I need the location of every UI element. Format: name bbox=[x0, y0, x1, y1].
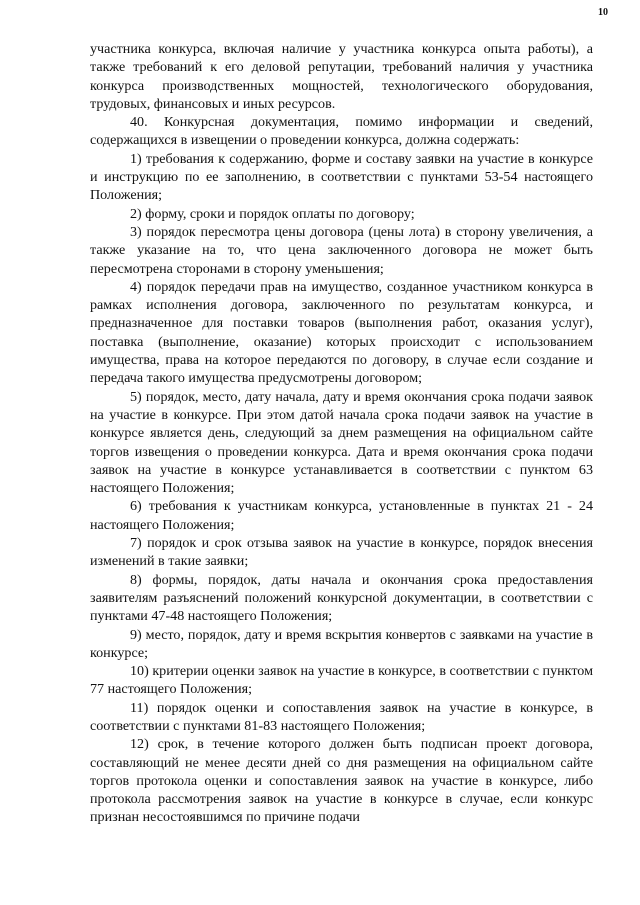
list-item-5: 5) порядок, место, дату начала, дату и время окончания срока подачи заявок на участие в конкурсе. При этом датой начала срока подачи заявок на участие в конкурсе является день, следующий за днем размещения на официальном сайте торгов извещения о проведении конкурса. Дата и время окончания срока подачи заявок на участие в конкурсе устанавливается в соответствии с пунктом 63 настоящего Положения; bbox=[90, 388, 593, 497]
list-item-4: 4) порядок передачи прав на имущество, созданное участником конкурса в рамках исполнения договора, заключенного по результатам конкурса, и предназначенное для поставки товаров (выполнения работ, оказания услуг), поставка (выполнение, оказание) которых происходит с использованием имущества, права на которое передаются по договору, в случае если создание и передача такого имущества предусмотрены договором; bbox=[90, 278, 593, 387]
list-item-10: 10) критерии оценки заявок на участие в конкурсе, в соответствии с пунктом 77 настоящего Положения; bbox=[90, 663, 593, 698]
list-item-8: 8) формы, порядок, даты начала и окончания срока предоставления заявителям разъяснений положений конкурсной документации, в соответствии с пунктами 47-48 настоящего Положения; bbox=[90, 571, 593, 625]
paragraph-continuation: участника конкурса, включая наличие у участника конкурса опыта работы), а также требований к его деловой репутации, требований наличия у участника конкурса производственных мощностей, технологического оборудования, трудовых, финансовых и иных ресурсов. bbox=[90, 41, 593, 112]
list-item-6: 6) требования к участникам конкурса, установленные в пунктах 21 - 24 настоящего Положения; bbox=[90, 498, 593, 533]
list-item-12: 12) срок, в течение которого должен быть подписан проект договора, составляющий не менее десяти дней со дня размещения на официальном сайте торгов протокола оценки и сопоставления заявок на участие в конкурсе, либо протокола рассмотрения заявок на участие в конкурсе в случае, если конкурс признан несостоявшимся по причине подачи bbox=[90, 736, 593, 826]
list-item-11: 11) порядок оценки и сопоставления заявок на участие в конкурсе, в соответствии с пунктами 81-83 настоящего Положения; bbox=[90, 699, 593, 734]
list-item-7: 7) порядок и срок отзыва заявок на участие в конкурсе, порядок внесения изменений в такие заявки; bbox=[90, 535, 593, 570]
page-number: 10 bbox=[598, 7, 608, 18]
list-item-1: 1) требования к содержанию, форме и составу заявки на участие в конкурсе и инструкцию по ее заполнению, в соответствии с пунктами 53-54 настоящего Положения; bbox=[90, 150, 593, 204]
list-item-9: 9) место, порядок, дату и время вскрытия конвертов с заявками на участие в конкурсе; bbox=[90, 626, 593, 661]
paragraph-clause-40: 40. Конкурсная документация, помимо информации и сведений, содержащихся в извещении о проведении конкурса, должна содержать: bbox=[90, 114, 593, 149]
document-body bbox=[90, 40, 593, 827]
list-item-2: 2) форму, сроки и порядок оплаты по договору; bbox=[130, 205, 415, 222]
list-item-3: 3) порядок пересмотра цены договора (цены лота) в сторону увеличения, а также указание на то, что цена заключенного договора не может быть пересмотрена сторонами в сторону уменьшения; bbox=[90, 223, 593, 277]
